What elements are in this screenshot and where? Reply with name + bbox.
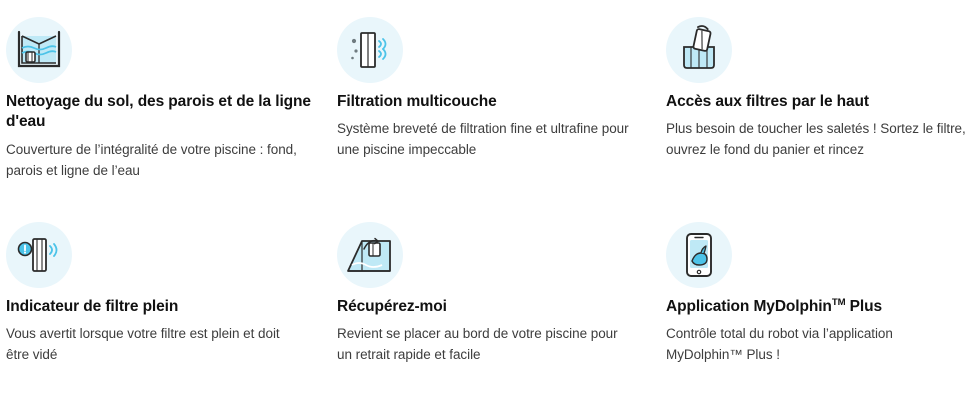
icon-wrap	[6, 205, 319, 297]
feature-card-multilayer-filtration	[331, 0, 662, 205]
trademark-mark: TM	[831, 296, 846, 308]
feature-card-floor-walls-waterline	[0, 0, 331, 205]
feature-title: Filtration multicouche	[337, 93, 497, 110]
pickup-me-icon	[337, 222, 403, 288]
multilayer-filtration-icon	[337, 17, 403, 83]
feature-card-pickup-me	[331, 205, 662, 410]
feature-title: Indicateur de filtre plein	[6, 298, 179, 315]
full-filter-indicator-icon	[6, 222, 72, 288]
feature-description	[666, 324, 968, 366]
feature-description-line: ouvrez le fond du panier et rincez	[666, 142, 864, 158]
feature-description-line: Vous avertit lorsque votre filtre est plein et doit	[6, 326, 280, 342]
feature-description-line: une piscine impeccable	[337, 142, 477, 158]
feature-description-line: Contrôle total du robot via l’application	[666, 326, 893, 342]
pool-cleaning-icon	[6, 17, 72, 83]
feature-description	[666, 119, 968, 161]
icon-wrap	[666, 205, 968, 297]
feature-title: Application MyDolphin™ Plus	[666, 296, 883, 315]
icon-wrap	[6, 0, 319, 92]
mydolphin-app-icon	[666, 222, 732, 288]
feature-description-line: être vidé	[6, 347, 58, 363]
feature-description	[337, 324, 650, 366]
feature-description-line: MyDolphin™ Plus !	[666, 347, 780, 363]
icon-wrap	[666, 0, 968, 92]
feature-description-line: Revient se placer au bord de votre piscine pour	[337, 326, 618, 342]
feature-description-line: un retrait rapide et facile	[337, 347, 481, 363]
feature-description-line: Couverture de l’intégralité de votre piscine : fond,	[6, 141, 297, 157]
feature-description-line: Système breveté de filtration fine et ultrafine pour	[337, 121, 629, 137]
feature-description	[337, 119, 650, 161]
feature-title: Accès aux filtres par le haut	[666, 93, 869, 110]
feature-description-line: Plus besoin de toucher les saletés ! Sortez le filtre,	[666, 121, 966, 137]
feature-title: Nettoyage du sol, des parois et de la ligne d'eau	[6, 93, 311, 131]
feature-description	[6, 324, 319, 366]
feature-description	[6, 140, 319, 182]
feature-title: Récupérez-moi	[337, 298, 447, 315]
top-access-filter-icon	[666, 17, 732, 83]
icon-wrap	[337, 0, 650, 92]
feature-card-full-filter-indicator	[0, 205, 331, 410]
icon-wrap	[337, 205, 650, 297]
feature-card-top-access-filter	[662, 0, 980, 205]
feature-card-mydolphin-app	[662, 205, 980, 410]
feature-description-line: parois et ligne de l’eau	[6, 162, 140, 178]
